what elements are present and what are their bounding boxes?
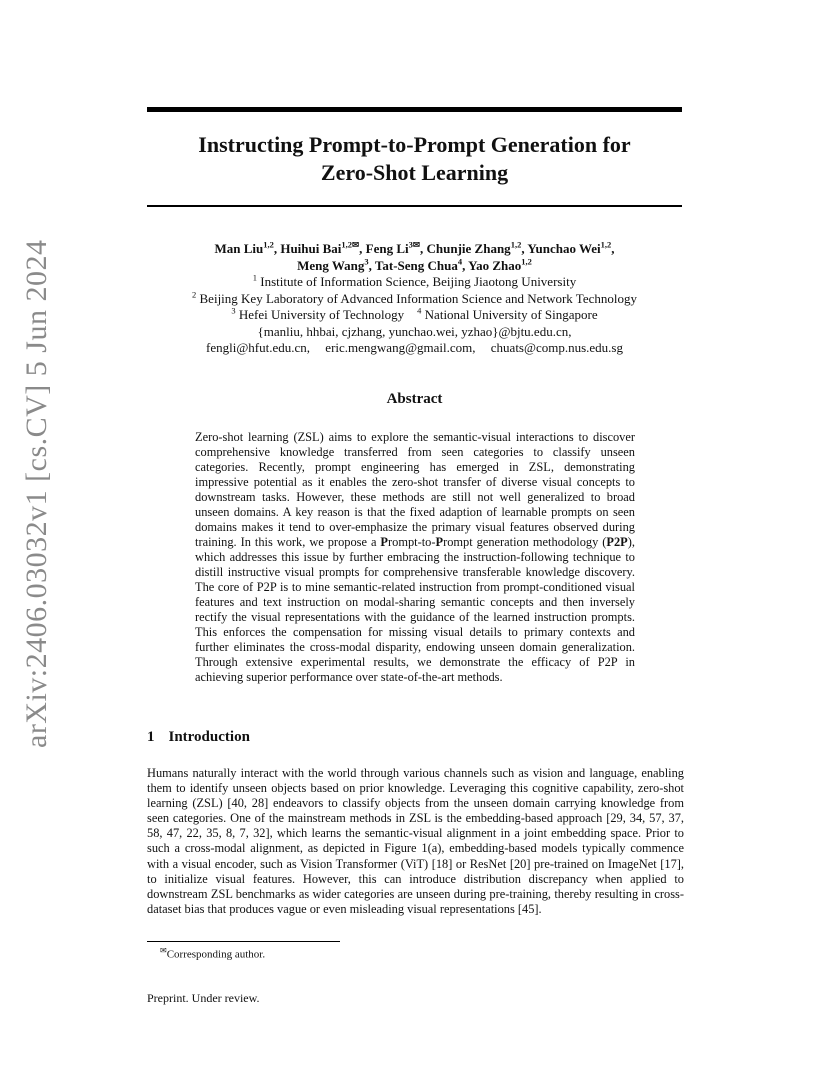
- footnote: [160, 944, 265, 962]
- footnote-rule: [147, 941, 340, 942]
- section-title: Introduction: [168, 729, 250, 745]
- section-number: 1: [147, 729, 155, 745]
- envelope-icon: ✉: [160, 946, 167, 955]
- email-line-2: [147, 340, 682, 357]
- title-bottom-rule: [147, 205, 682, 207]
- preprint-notice: Preprint. Under review.: [147, 991, 260, 1005]
- arxiv-identifier-stamp: arXiv:2406.03032v1 [cs.CV] 5 Jun 2024: [20, 239, 53, 748]
- author-names-line-1: Man Liu$^{1,2}$, Huihui Bai$^{1,2✉}$, Feng $Li^{3✉}$, Chunjie Zhang$^{1,2}$, Yunchao Wei$^{1,2}$,: [214, 239, 615, 256]
- title-line-1: Instructing Prompt-to-Prompt Generation for: [198, 132, 631, 157]
- title-line-2: Zero-Shot Learning: [320, 160, 509, 185]
- abstract-heading: Abstract: [386, 391, 443, 407]
- email-fengli: fengli@hfut.edu.cn,: [206, 340, 311, 355]
- introduction-paragraph: Humans naturally interact with the world through various channels such as vision and language, enabling them to identify unseen objects based on prior knowledge. Leveraging this cognitive capability, zero-shot learning (ZSL) [40, 28] endeavors to classify objects from the unseen domain carrying knowledge from seen categories. One of the mainstream methods in ZSL is the embedding-based approach [29, 34, 57, 37, 58, 47, 22, 35, 8, 7, 32], which learns the semantic-visual alignment in a joint embedding space. Prior to such a cross-modal alignment, as depicted in Figure 1(a), embedding-based models typically commence with a visual encoder, such as Vision Transformer (ViT) [18] or ResNet [20] pre-trained on ImageNet [17], to initialize visual features. However, this can introduce distribution discrepancy when applied to downstream ZSL benchmarks as wider categories are unseen during pre-training, thereby resulting in cross-dataset bias that produces vague or even misleading visual representations [45].: [147, 766, 684, 916]
- email-chuats: chuats@comp.nus.edu.sg: [490, 340, 623, 355]
- affiliation-2: $^2$ Beijing Key Laboratory of Advanced Information Science and Network Technology: [192, 289, 637, 306]
- email-mengwang: eric.mengwang@gmail.com,: [325, 340, 476, 355]
- title-top-rule: [147, 107, 682, 112]
- affiliation-3-4: $^3$ Hefei University of Technology $^4$ National University of Singapore: [231, 305, 598, 322]
- email-line-1: {manliu, hhbai, cjzhang, yunchao.wei, yzhao}@bjtu.edu.cn,: [257, 323, 572, 339]
- author-names-line-2: Meng Wang$^3$, Tat-Seng Chua$^4$, Yao Zhao$^{1,2}$: [297, 256, 532, 273]
- footnote-text: Corresponding author.: [166, 948, 266, 961]
- section-heading-introduction: [147, 729, 250, 746]
- abstract-text: Zero-shot learning (ZSL) aims to explore the semantic-visual interactions to discover comprehensive knowledge transferred from seen categories to classify unseen categories. Recently, prompt engineering has emerged in ZSL, demonstrating impressive potential as it enables the zero-shot transfer of diverse visual concepts to downstream tasks. However, these methods are still not well generalized to broad unseen domains. A key reason is that the fixed adaption of learnable prompts on seen domains makes it tend to over-emphasize the primary visual features observed during training. In this work, we propose a Prompt-to-Prompt generation methodology (P2P), which addresses this issue by further embracing the instruction-following technique to distill instructive visual prompts for comprehensive transferable knowledge discovery. The core of P2P is to mine semantic-related instruction from prompt-conditioned visual features and text instruction on modal-sharing semantic concepts and then inversely rectify the visual representations with the guidance of the learned instruction prompts. This enforces the compensation for missing visual details to primary contexts and further eliminates the cross-modal disparity, endowing unseen domain generalization. Through extensive experimental results, we demonstrate the efficacy of P2P in achieving superior performance over state-of-the-art methods.: [195, 430, 635, 684]
- paper-title: [147, 131, 682, 187]
- author-block: [147, 241, 682, 357]
- affiliation-1: $^1$ Institute of Information Science, Beijing Jiaotong University: [252, 272, 577, 289]
